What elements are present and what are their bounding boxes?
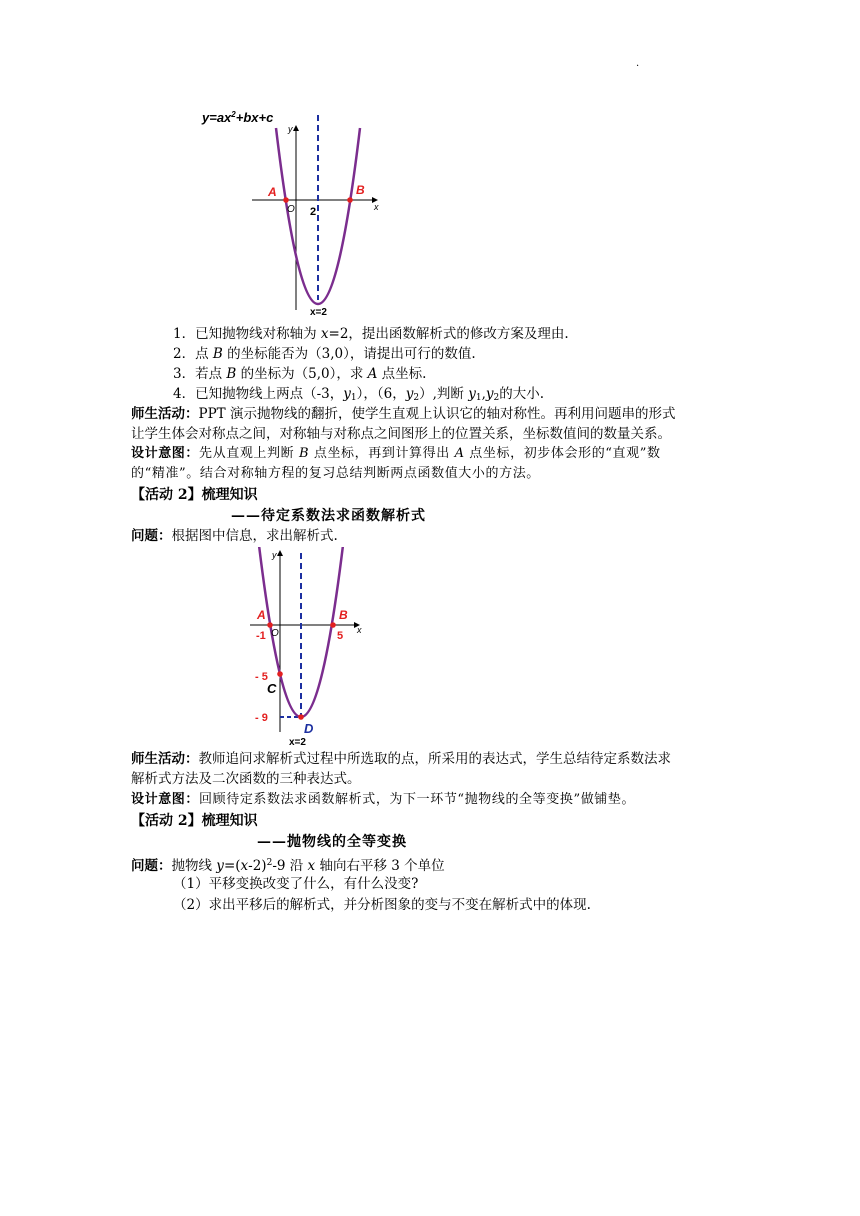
section-2-subheading: ——待定系数法求函数解析式 bbox=[231, 508, 426, 524]
point-a bbox=[267, 622, 273, 628]
activity-paragraph-2: 师生活动：教师追问求解析式过程中所选取的点，所采用的表达式，学生总结待定系数法求 bbox=[131, 751, 671, 767]
y-axis-label: y bbox=[272, 550, 277, 560]
section-2-heading: 【活动 2】梳理知识 bbox=[131, 487, 258, 503]
tick-label-5: 5 bbox=[337, 630, 344, 642]
section-3-item-2: （2）求出平移后的解析式，并分析图象的变与不变在解析式中的体现. bbox=[173, 897, 591, 913]
question-item-2: 2．点 B 的坐标能否为（3,0），请提出可行的数值. bbox=[173, 346, 476, 362]
point-c bbox=[277, 671, 283, 677]
figure-parabola-2 bbox=[245, 547, 375, 749]
question-item-1: 1．已知抛物线对称轴为 x=2，提出函数解析式的修改方案及理由. bbox=[173, 326, 569, 342]
point-b bbox=[347, 197, 353, 203]
y-axis-arrow bbox=[293, 125, 299, 131]
section-3-heading: 【活动 2】梳理知识 bbox=[131, 813, 258, 829]
y-axis-arrow bbox=[277, 550, 283, 556]
question-item-3: 3．若点 B 的坐标为（5,0），求 A 点坐标. bbox=[173, 366, 427, 382]
point-b-label: B bbox=[339, 608, 348, 622]
x-axis-label: x bbox=[357, 625, 362, 635]
section-3-question: 问题：抛物线 $y=(x-2)^2-9$ 沿 x 轴向右平移 3 个单位 bbox=[131, 858, 445, 874]
point-b-label: B bbox=[356, 183, 365, 197]
activity-paragraph-1-line2: 让学生体会对称点之间，对称轴与对称点之间图形上的位置关系，坐标数值间的数量关系。 bbox=[131, 426, 671, 442]
point-b bbox=[330, 622, 336, 628]
tick-label-neg1: -1 bbox=[256, 630, 266, 642]
tick-label-neg5: - 5 bbox=[255, 671, 268, 683]
page-marker: . bbox=[636, 58, 640, 69]
section-2-question: 问题：根据图中信息，求出解析式. bbox=[131, 528, 338, 544]
section-3-item-1: （1）平移变换改变了什么，有什么没变? bbox=[173, 876, 419, 892]
design-paragraph-2: 设计意图：回顾待定系数法求函数解析式，为下一环节“抛物线的全等变换”做铺垫。 bbox=[131, 792, 636, 807]
point-a-label: A bbox=[257, 608, 266, 622]
tick-label-2: 2 bbox=[310, 206, 317, 218]
x-axis-label: x bbox=[374, 202, 379, 212]
point-a-label: A bbox=[268, 185, 277, 199]
origin-label: O bbox=[287, 204, 295, 215]
point-d-label: D bbox=[304, 721, 314, 736]
figure-parabola-1 bbox=[190, 110, 400, 320]
point-d bbox=[298, 714, 304, 720]
design-paragraph-1: 设计意图：先从直观上判断 B 点坐标，再到计算得出 A 点坐标，初步体会形的“直观”数 bbox=[131, 446, 661, 461]
formula-label: $y=ax^2+bx+c$ bbox=[202, 110, 274, 125]
y-axis-label: y bbox=[288, 124, 293, 134]
symmetry-axis-label: x=2 bbox=[310, 307, 327, 318]
activity-paragraph-1: 师生活动：PPT 演示抛物线的翻折，使学生直观上认识它的轴对称性。再利用问题串的形式 bbox=[131, 406, 676, 422]
activity-paragraph-2-line2: 解析式方法及二次函数的三种表达式。 bbox=[131, 771, 361, 787]
point-a bbox=[283, 197, 289, 203]
section-3-subheading: ——抛物线的全等变换 bbox=[257, 834, 407, 850]
point-c-label: C bbox=[267, 681, 277, 696]
design-paragraph-1-line2: 的“精准”。结合对称轴方程的复习总结判断两点函数值大小的方法。 bbox=[131, 466, 540, 481]
tick-label-neg9: - 9 bbox=[255, 712, 268, 724]
symmetry-axis-label: x=2 bbox=[289, 737, 306, 748]
question-item-4: 4．已知抛物线上两点（-3，$y_1$），（6，$y_2$）,判断 $y_1,y_2$的大小. bbox=[173, 386, 545, 403]
origin-label: O bbox=[271, 628, 279, 639]
